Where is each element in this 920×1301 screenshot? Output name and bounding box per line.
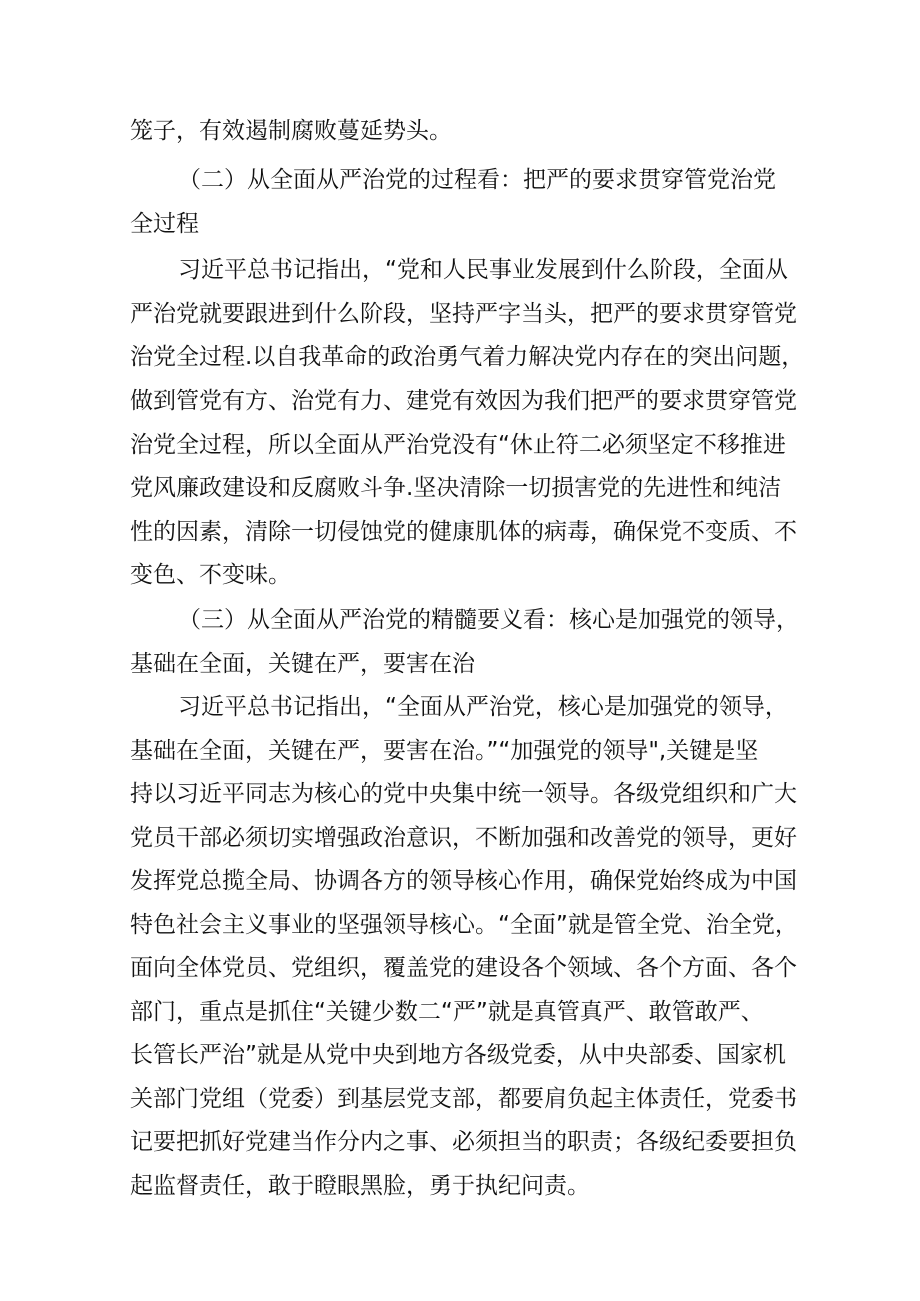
paragraph-line: 面向全体党员、党组织，覆盖党的建设各个领域、各个方面、各个 (130, 955, 797, 981)
paragraph-line: 治党全过程，所以全面从严治党没有“休止符二必须坚定不移推进 (130, 432, 786, 458)
paragraph-line: 性的因素，清除一切侵蚀党的健康肌体的病毒，确保党不变质、不 (130, 519, 797, 545)
text-line: 笼子，有效遏制腐败蔓延势头。 (130, 118, 452, 144)
section-heading: （三）从全面从严治党的精髓要义看：核心是加强党的领导， (178, 607, 799, 633)
paragraph-line: 部门，重点是抓住“关键少数二“严”就是真管真严、敢管敢严、 (130, 999, 764, 1025)
paragraph-line: 长管长严治”就是从党中央到地方各级党委，从中央部委、国家机 (130, 1042, 786, 1068)
paragraph-line: 关部门党组（党委）到基层党支部，都要肩负起主体责任，党委书 (130, 1086, 797, 1112)
paragraph-line: 党风廉政建设和反腐败斗争.坚决清除一切损害党的先进性和纯洁 (130, 475, 782, 501)
paragraph-line: 严治党就要跟进到什么阶段，坚持严字当头，把严的要求贯穿管党 (130, 301, 797, 327)
paragraph-line: 治党全过程.以自我革命的政治勇气着力解决党内存在的突出问题， (130, 344, 805, 370)
section-heading-cont: 全过程 (130, 211, 199, 237)
paragraph-line: 持以习近平同志为核心的党中央集中统一领导。各级党组织和广大 (130, 781, 797, 807)
paragraph-line: 做到管党有方、治党有力、建党有效因为我们把严的要求贯穿管党 (130, 388, 797, 414)
paragraph-line: 习近平总书记指出，“全面从严治党，核心是加强党的领导， (178, 694, 788, 720)
section-heading: （二）从全面从严治党的过程看：把严的要求贯穿管党治党 (178, 167, 776, 193)
paragraph-line: 特色社会主义事业的坚强领导核心。“全面”就是管全党、治全党， (130, 912, 798, 938)
paragraph-line: 党员干部必须切实增强政治意识，不断加强和改善党的领导，更好 (130, 825, 797, 851)
paragraph-line: 发挥党总揽全局、协调各方的领导核心作用，确保党始终成为中国 (130, 868, 797, 894)
paragraph-line: 记要把抓好党建当作分内之事、必须担当的职责；各级纪委要担负 (130, 1129, 797, 1155)
paragraph-line: 习近平总书记指出，“党和人民事业发展到什么阶段，全面从 (178, 257, 788, 283)
paragraph-line: 变色、不变味。 (130, 562, 291, 588)
paragraph-line: 基础在全面，关键在严，要害在治。”“加强党的领导",关键是坚 (130, 738, 759, 764)
paragraph-line: 起监督责任，敢于瞪眼黑脸，勇于执纪问责。 (130, 1173, 590, 1199)
section-heading-cont: 基础在全面，关键在严，要害在治 (130, 651, 475, 677)
